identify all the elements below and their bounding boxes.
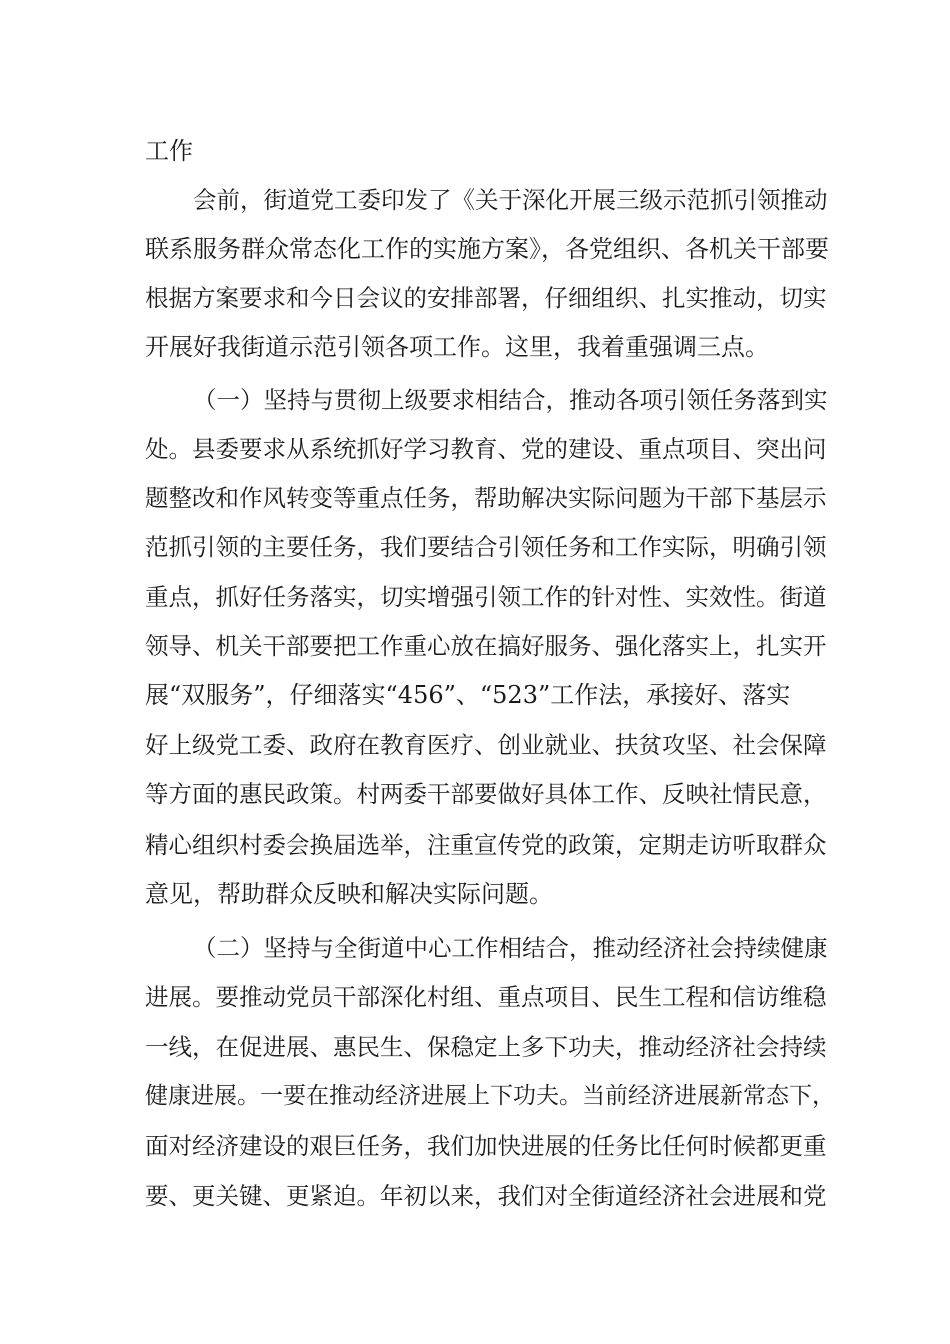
text-line: 开展好我街道示范引领各项工作。这里，我着重强调三点。 (145, 333, 769, 361)
text-line: 健康进展。一要在推动经济进展上下功夫。当前经济进展新常态下， (145, 1083, 835, 1109)
text-line: 进展。要推动党员干部深化村组、重点项目、民生工程和信访维稳 (145, 983, 827, 1011)
text-line: 根据方案要求和今日会议的安排部署，仔细组织、扎实推动，切实 (145, 284, 827, 312)
text-line: 好上级党工委、政府在教育医疗、创业就业、扶贫攻坚、社会保障 (145, 731, 827, 759)
text-line: 要、更关键、更紧迫。年初以来，我们对全街道经济社会进展和党 (145, 1182, 827, 1210)
text-line: 等方面的惠民政策。村两委干部要做好具体工作、反映社情民意， (145, 780, 827, 808)
text-line: 重点，抓好任务落实，切实增强引领工作的针对性、实效性。街道 (145, 583, 827, 611)
paragraph-start-line: （一）坚持与贯彻上级要求相结合，推动各项引领任务落到实 (193, 386, 828, 414)
text-line: 意见，帮助群众反映和解决实际问题。 (145, 880, 553, 908)
text-line: 工作 (145, 137, 193, 165)
text-line: 一线，在促进展、惠民生、保稳定上多下功夫，推动经济社会持续 (145, 1033, 827, 1061)
text-line: 面对经济建设的艰巨任务，我们加快进展的任务比任何时候都更重 (145, 1132, 827, 1160)
paragraph-start-line: 会前，街道党工委印发了《关于深化开展三级示范抓引领推动 (193, 186, 828, 214)
paragraph-start-line: （二）坚持与全街道中心工作相结合，推动经济社会持续健康 (193, 934, 828, 962)
text-line: 展“双服务”，仔细落实“456”、“523”工作法，承接好、落实 (145, 681, 791, 709)
text-line: 精心组织村委会换届选举，注重宣传党的政策，定期走访听取群众 (145, 831, 827, 859)
text-line: 联系服务群众常态化工作的实施方案》，各党组织、各机关干部要 (145, 235, 829, 263)
text-line: 题整改和作风转变等重点任务，帮助解决实际问题为干部下基层示 (145, 484, 827, 512)
text-line: 处。县委要求从系统抓好学习教育、党的建设、重点项目、突出问 (145, 435, 827, 463)
text-line: 范抓引领的主要任务，我们要结合引领任务和工作实际，明确引领 (145, 533, 827, 561)
text-line: 领导、机关干部要把工作重心放在搞好服务、强化落实上，扎实开 (145, 632, 827, 660)
